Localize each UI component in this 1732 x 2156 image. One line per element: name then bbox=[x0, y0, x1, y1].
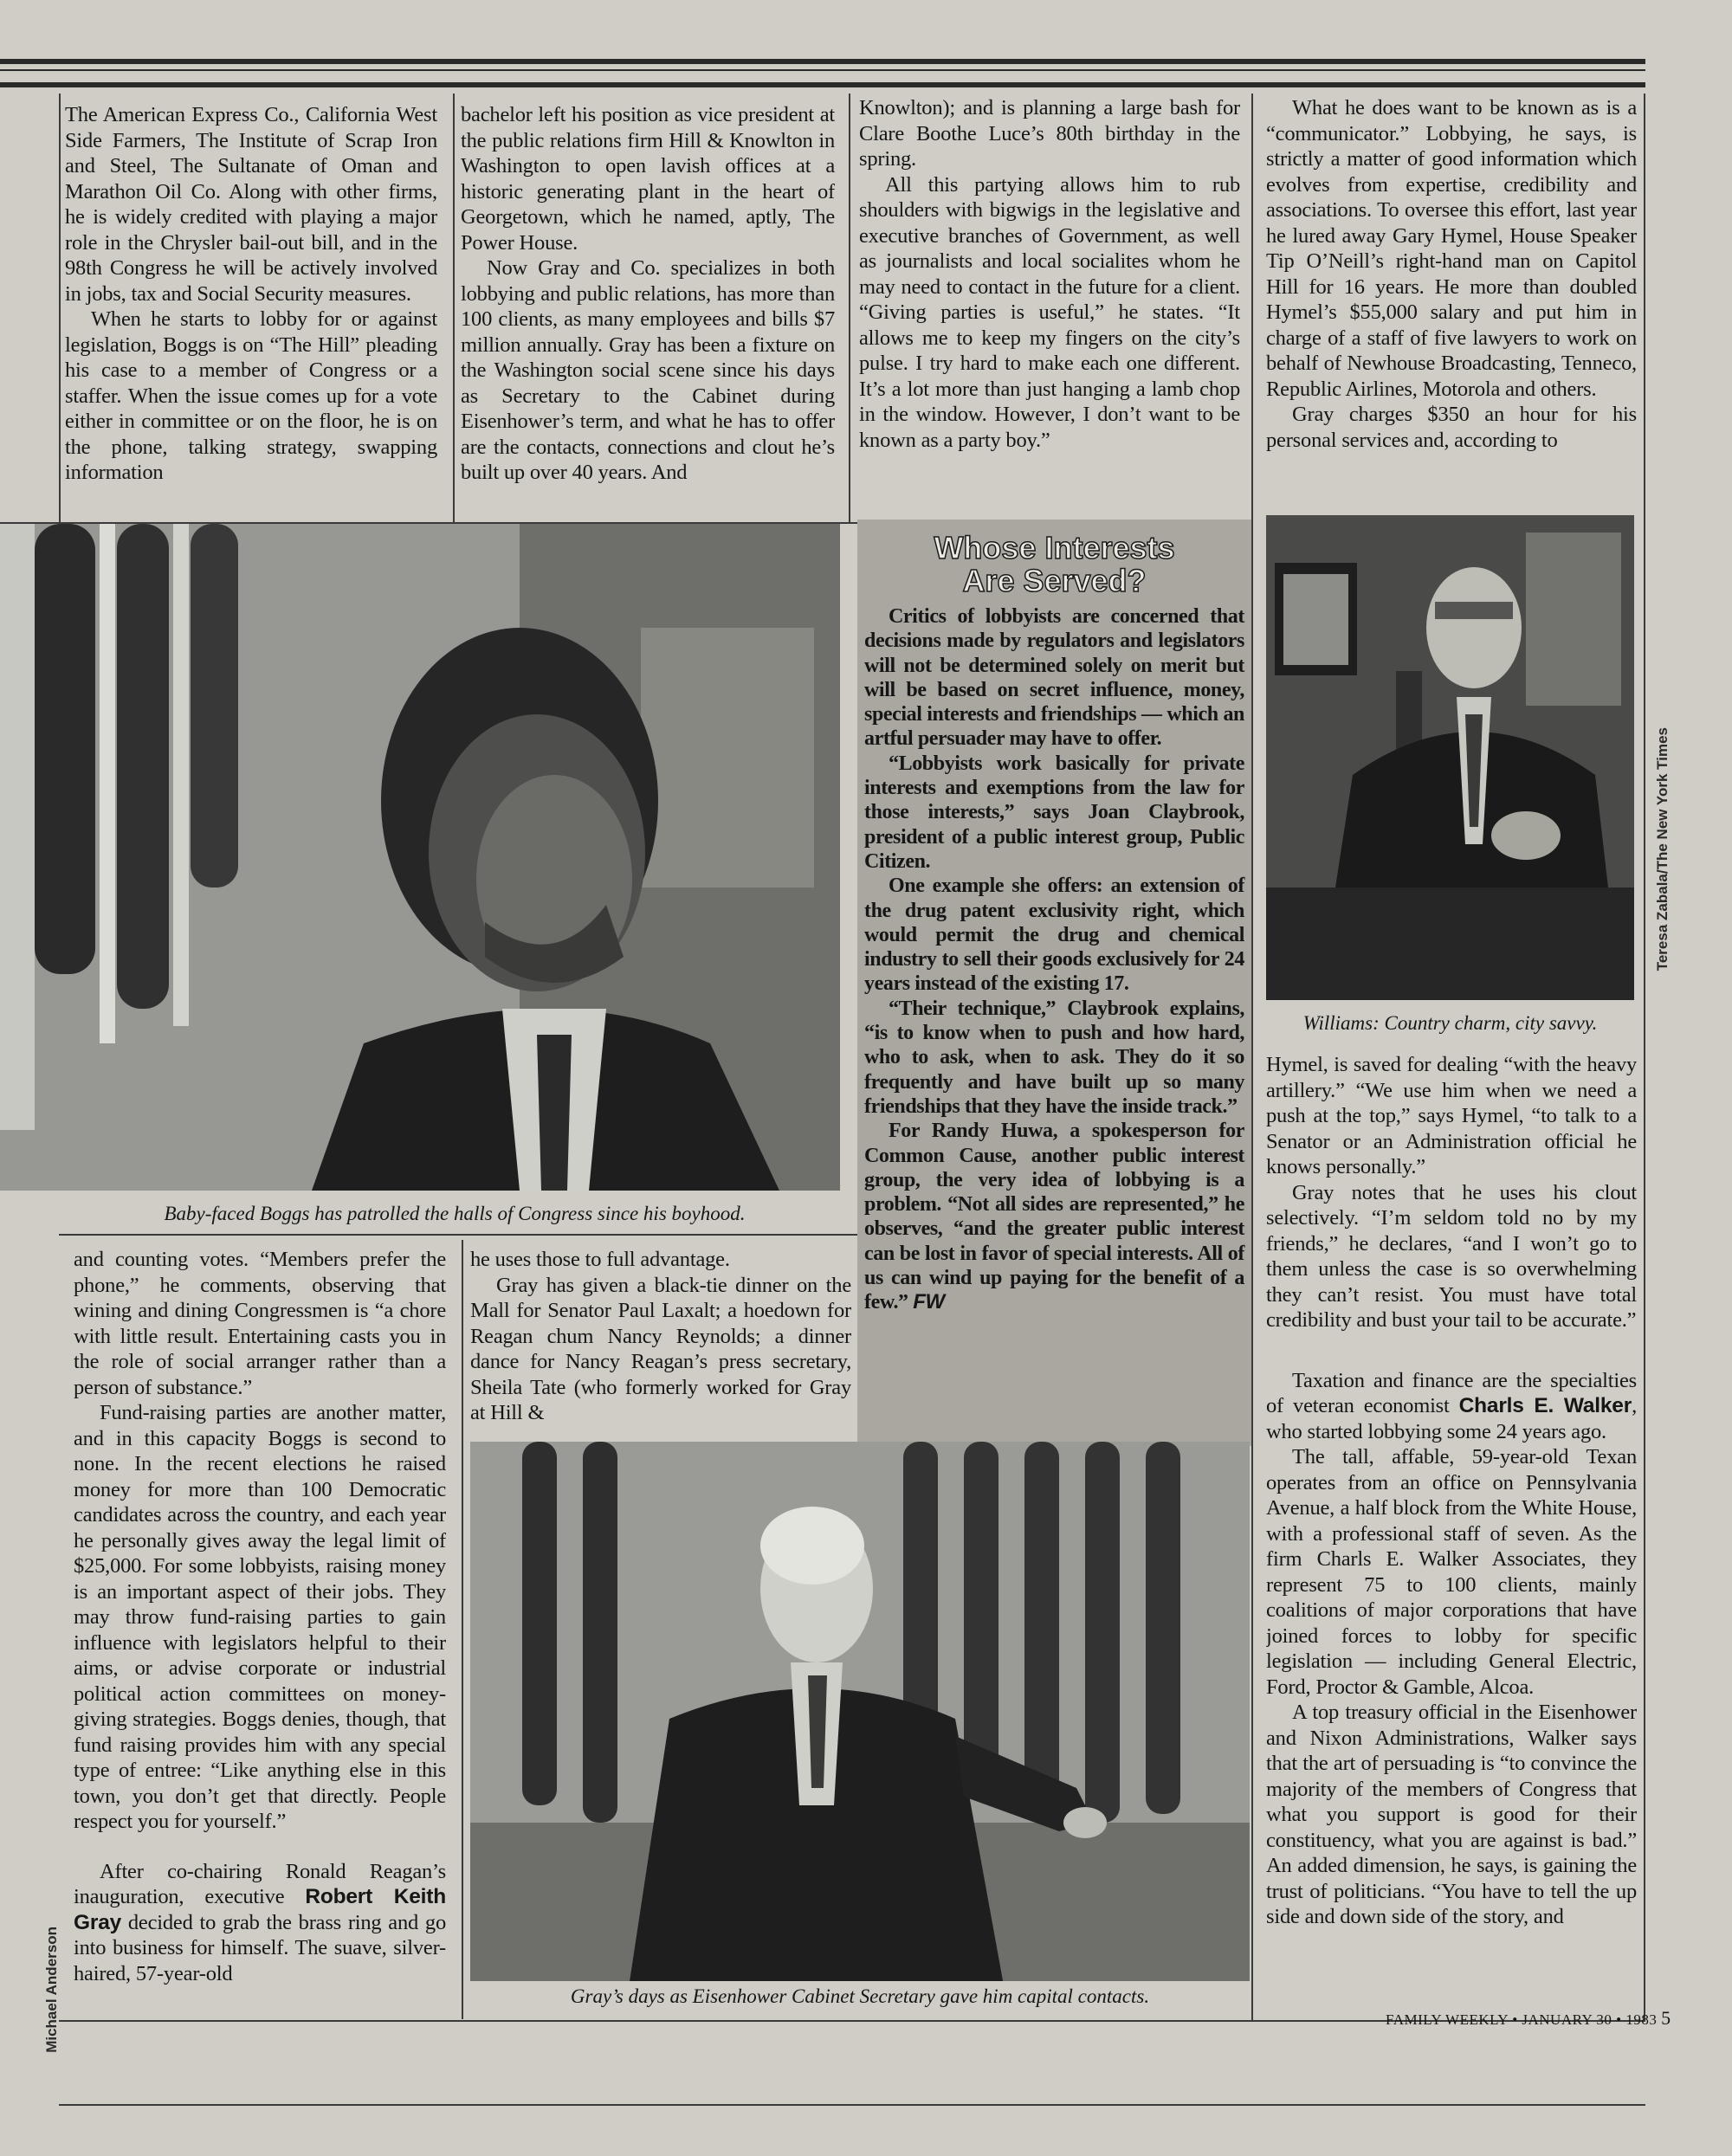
divider-right-edge bbox=[1644, 94, 1645, 2020]
paragraph: he uses those to full advantage. bbox=[470, 1248, 730, 1271]
photo-williams-caption: Williams: Country charm, city savvy. bbox=[1302, 1012, 1598, 1034]
divider-col3-col4 bbox=[1251, 94, 1253, 2020]
sidebar-paragraph: Critics of lobbyists are concerned that decisions made by regulators and legislators will not be determined solely on merit but will be based on secret influence, money, special interests and friendships — which an artful persuader may have to offer. bbox=[864, 605, 1244, 751]
divider-left-edge bbox=[59, 94, 61, 522]
paragraph: All this partying allows him to rub shoulders with bigwigs in the legislative and executive branches of Government, as well as journalists and local socialites whom he may need to contact in the future for a client. “Giving parties is useful,” he states. “It allows me to keep my fingers on the city’s pulse. I try hard to make each one different. It’s a lot more than just hanging a lamb chop in the window. However, I don’t want to be known as a party boy.” bbox=[859, 172, 1240, 452]
sidebar-paragraph: “Their technique,” Claybrook explains, “is to know when to push and how hard, who to ask, when to ask. They do it so frequently and have built up so many friendships that they have the inside track.” bbox=[864, 997, 1244, 1118]
article-column-2-bottom bbox=[470, 1247, 851, 1429]
header-rule-bottom bbox=[0, 82, 1645, 87]
photo-gray-caption-visible bbox=[470, 1981, 1250, 2009]
name-robert-keith-gray: Robert Keith Gray bbox=[74, 1885, 446, 1934]
page-bottom-rule-lower bbox=[59, 2104, 1645, 2106]
sidebar-title-line-2: Are Served? bbox=[962, 563, 1147, 598]
paragraph: Knowlton); and is planning a large bash for Clare Boothe Luce’s 80th birthday in the spring. bbox=[859, 96, 1240, 171]
paragraph-walker-intro bbox=[1266, 1368, 1637, 1445]
article-column-2-top bbox=[461, 102, 835, 521]
paragraph: The tall, affable, 59-year-old Texan operates from an office on Pennsylvania Avenue, a half block from the White House, with a professional staff of seven. As the firm Charls E. Walker Associates, they represent 75 to 100 clients, mainly coalitions of major corporations that have joined forces to lobby for specific legislation — including General Electric, Ford, Proctor & Gamble, Alcoa. bbox=[1266, 1445, 1637, 1699]
text: decided to grab the brass ring and go into business for himself. The suave, silver-haired, 57-year-old bbox=[74, 1910, 446, 1985]
sidebar-paragraph: One example she offers: an extension of the drug patent exclusivity right, which would permit the drug and chemical industry to sell their goods exclusively for 24 years instead of the existing 17. bbox=[864, 875, 1244, 996]
text: After co-chairing Ronald Reagan’s inauguration, executive bbox=[74, 1859, 446, 1908]
paragraph: Gray charges $350 an hour for his personal services and, according to bbox=[1266, 403, 1637, 452]
text: Taxation and finance are the specialties of veteran economist bbox=[1266, 1368, 1637, 1417]
divider-col1-col2-bottom bbox=[462, 1240, 463, 2019]
paragraph: Hymel, is saved for dealing “with the heavy artillery.” “We use him when we need a push at the top,” says Hymel, “to talk to a Senator or an Administration official he knows personally.” bbox=[1266, 1053, 1637, 1178]
paragraph: bachelor left his position as vice president at the public relations firm Hill & Knowlton in Washington to open lavish offices at a historic generating plant in the heart of Georgetown, which he named, aptly, The Power House. bbox=[461, 103, 835, 255]
divider-col2-col3 bbox=[849, 94, 850, 522]
paragraph: Gray notes that he uses his clout selectively. “I’m seldom told no by my friends,” he declares, “and I won’t go to them unless the case is so overwhelming they can’t resist. You must have total credibility and bust your tail to be accurate.” bbox=[1266, 1180, 1637, 1332]
footer-year: 1983 bbox=[1625, 2011, 1658, 2028]
divider-col1-col2 bbox=[453, 94, 455, 522]
name-charls-e-walker: Charls E. Walker bbox=[1458, 1394, 1632, 1417]
photo-gray-image bbox=[470, 1442, 1250, 2004]
footer-publication: FAMILY WEEKLY bbox=[1386, 2011, 1509, 2028]
sidebar-title bbox=[857, 532, 1251, 597]
paragraph: A top treasury official in the Eisenhower and Nixon Administrations, Walker says that the art of persuading is “to convince the majority of the members of Congress that what you support is good for their constituency, what you are against is bad.” An added dimension, he says, is gaining the trust of politicians. “You have to tell the up side and down side of the story, and bbox=[1266, 1701, 1637, 1928]
sidebar-signoff: FW bbox=[913, 1290, 945, 1314]
photo-boggs bbox=[0, 524, 840, 1191]
sidebar-body bbox=[857, 604, 1251, 1315]
paragraph-gray-intro bbox=[74, 1859, 446, 1987]
sidebar-paragraph: “Lobbyists work basically for private interests and exemptions from the law for those interests,” says Joan Claybrook, president of a public interest group, Public Citizen. bbox=[864, 752, 1244, 873]
header-rule-mid bbox=[0, 69, 1645, 71]
sidebar-paragraph-text: For Randy Huwa, a spokesperson for Common Cause, another public interest group, the very idea of lobbying is a problem. “Not all sides are represented,” he observes, “and the greater public interest can be lost in favor of special interests. All of us can wind up paying for the benefit of a few.” bbox=[864, 1120, 1244, 1314]
article-column-3-top bbox=[859, 95, 1240, 520]
photo-gray bbox=[470, 1442, 1250, 2004]
paragraph: and counting votes. “Members prefer the phone,” he comments, observing that wining and dining Congressmen is “a chore with little result. Entertaining casts you in the role of social arranger rather than a person of substance.” bbox=[74, 1248, 446, 1399]
footer-page-number: 5 bbox=[1661, 2007, 1671, 2029]
photo-williams-image bbox=[1266, 515, 1634, 1000]
caption-text: Gray’s days as Eisenhower Cabinet Secretary gave him capital contacts. bbox=[570, 1985, 1150, 2007]
sidebar-whose-interests bbox=[857, 520, 1251, 1446]
paragraph: Now Gray and Co. specializes in both lobbying and public relations, has more than 100 clients, as many employees and bills $7 million annually. Gray has been a fixture on the Washington social scene since his days as Secretary to the Cabinet during Eisenhower’s term, and what he has to offer are the contacts, connections and clout he’s built up over 40 years. And bbox=[461, 256, 835, 484]
article-column-1-top bbox=[65, 102, 437, 521]
paragraph: Fund-raising parties are another matter, and in this capacity Boggs is second to none. In the recent elections he raised money for more than 100 Democratic candidates across the country, and each year he personally gives away the legal limit of $25,000. For some lobbyists, raising money is an important aspect of their jobs. They may throw fund-raising parties to gain influence with legislators helpful to their aims, or advise corporate or industrial political action committees on money-giving strategies. Boggs denies, though, that fund raising provides him with any special type of entree: “Like anything else in this town, you don’t get that directly. People respect you for yourself.” bbox=[74, 1401, 446, 1833]
photo-gray-credit: Michael Anderson bbox=[43, 1927, 60, 2053]
paragraph: Gray has given a black-tie dinner on the Mall for Senator Paul Laxalt; a hoedown for Reagan chum Nancy Reynolds; a dinner dance for Nancy Reagan’s press secretary, Sheila Tate (who formerly worked for Gray at Hill & bbox=[470, 1273, 851, 1424]
footer-date: JANUARY 30 bbox=[1522, 2011, 1612, 2028]
paragraph: What he does want to be known as is a “communicator.” Lobbying, he says, is strictly a matter of good information which evolves from expertise, credibility and associations. To oversee this effort, last year he lured away Gary Hymel, House Speaker Tip O’Neill’s right-hand man on Capitol Hill for 16 years. He more than doubled Hymel’s $55,000 salary and put him in charge of a staff of five lawyers to work on behalf of Newhouse Broadcasting, Tenneco, Republic Airlines, Motorola and others. bbox=[1266, 96, 1637, 401]
text: , who started lobbying some 24 years ago. bbox=[1266, 1394, 1637, 1443]
article-column-1-bottom bbox=[74, 1247, 446, 2009]
sidebar-paragraph-last bbox=[864, 1119, 1244, 1314]
photo-williams-credit: Teresa Zabala/The New York Times bbox=[1654, 727, 1671, 971]
article-column-4-bottom bbox=[1266, 1052, 1637, 2015]
photo-boggs-image bbox=[0, 524, 840, 1191]
photo-boggs-caption: Baby-faced Boggs has patrolled the halls of Congress since his boyhood. bbox=[164, 1203, 746, 1224]
sidebar-title-line-1: Whose Interests bbox=[934, 530, 1175, 565]
paragraph: The American Express Co., California West Side Farmers, The Institute of Scrap Iron and Steel, The Sultanate of Oman and Marathon Oil Co. Along with other firms, he is widely credited with playing a major role in the Chrysler bail-out bill, and in the 98th Congress he will be actively involved in jobs, tax and Social Security measures. bbox=[65, 103, 437, 306]
paragraph: When he starts to lobby for or against legislation, Boggs is on “The Hill” pleading his case to a member of Congress or a staffer. When the issue comes up for a vote either in committee or on the floor, he is on the phone, talking strategy, swapping information bbox=[65, 307, 437, 484]
page-footer: FAMILY WEEKLY • JANUARY 30 • 1983 5 bbox=[1386, 2007, 1671, 2029]
header-rule-top bbox=[0, 59, 1645, 64]
section-rule-middle bbox=[59, 1234, 860, 1236]
article-column-4-top bbox=[1266, 95, 1637, 511]
photo-williams bbox=[1266, 515, 1634, 1000]
